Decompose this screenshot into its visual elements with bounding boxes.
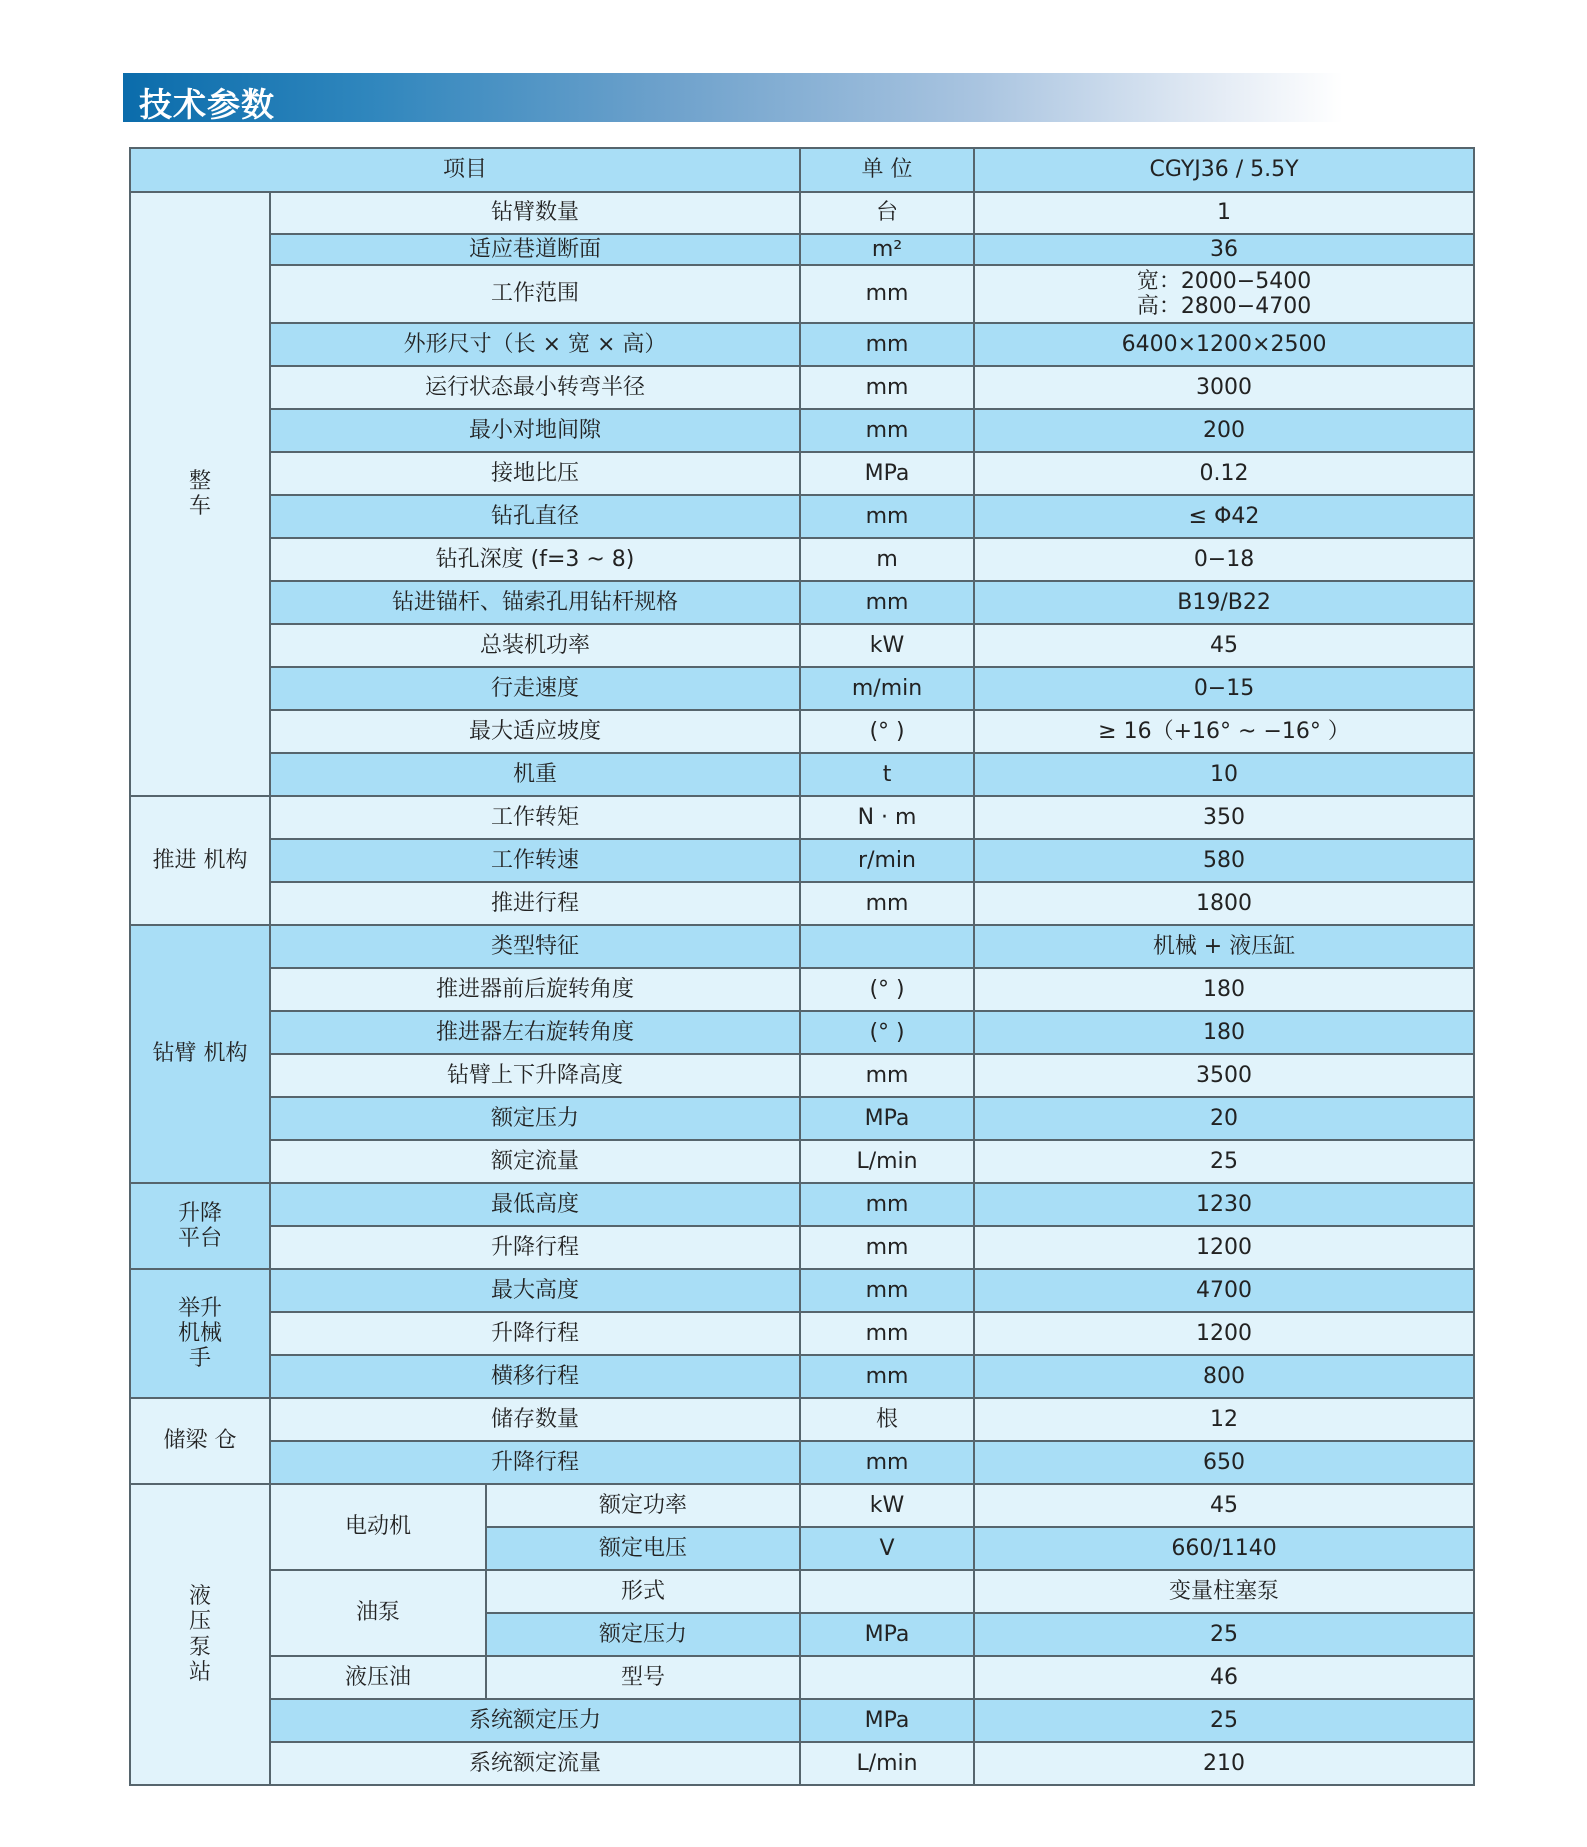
- value-cell: 1230: [974, 1183, 1474, 1226]
- item-cell: 接地比压: [270, 452, 800, 495]
- unit-cell: 根: [800, 1398, 974, 1441]
- group-label: 推进 机构: [130, 796, 270, 925]
- value-cell: 580: [974, 839, 1474, 882]
- item-cell: 适应巷道断面: [270, 234, 800, 265]
- value-cell: 0−18: [974, 538, 1474, 581]
- value-cell: 1: [974, 192, 1474, 234]
- unit-cell: mm: [800, 323, 974, 366]
- unit-cell: r/min: [800, 839, 974, 882]
- subgroup-label: 油泵: [270, 1570, 486, 1656]
- table-row: [130, 1183, 1474, 1226]
- table-row: [130, 1699, 1474, 1742]
- table-row: [130, 1656, 1474, 1699]
- value-cell: 46: [974, 1656, 1474, 1699]
- unit-cell: mm: [800, 1226, 974, 1269]
- unit-cell: kW: [800, 1484, 974, 1527]
- unit-cell: m/min: [800, 667, 974, 710]
- subgroup-label: 液压油: [270, 1656, 486, 1699]
- unit-cell: mm: [800, 1441, 974, 1484]
- table-row: [130, 710, 1474, 753]
- unit-cell: V: [800, 1527, 974, 1570]
- value-cell: 变量柱塞泵: [974, 1570, 1474, 1613]
- table-row: [130, 366, 1474, 409]
- spec-table: [129, 147, 1475, 1786]
- group-label: 升降 平台: [130, 1183, 270, 1269]
- unit-cell: [800, 925, 974, 968]
- unit-cell: MPa: [800, 452, 974, 495]
- table-row: [130, 753, 1474, 796]
- unit-cell: kW: [800, 624, 974, 667]
- value-cell: 180: [974, 1011, 1474, 1054]
- value-cell: 1200: [974, 1312, 1474, 1355]
- unit-cell: mm: [800, 882, 974, 925]
- value-cell: 25: [974, 1613, 1474, 1656]
- item-cell: 工作转速: [270, 839, 800, 882]
- table-row: [130, 1054, 1474, 1097]
- value-cell: 25: [974, 1699, 1474, 1742]
- value-cell: 6400×1200×2500: [974, 323, 1474, 366]
- item-cell: 钻孔直径: [270, 495, 800, 538]
- item-cell: 类型特征: [270, 925, 800, 968]
- value-cell: 660/1140: [974, 1527, 1474, 1570]
- item-cell: 最大高度: [270, 1269, 800, 1312]
- unit-cell: mm: [800, 265, 974, 323]
- table-row: [130, 538, 1474, 581]
- table-row: [130, 1011, 1474, 1054]
- table-row: [130, 1312, 1474, 1355]
- unit-cell: mm: [800, 366, 974, 409]
- item-cell: 总装机功率: [270, 624, 800, 667]
- table-row: [130, 1398, 1474, 1441]
- unit-cell: mm: [800, 409, 974, 452]
- unit-cell: 台: [800, 192, 974, 234]
- value-cell: 10: [974, 753, 1474, 796]
- table-row: [130, 581, 1474, 624]
- item-cell: 钻臂数量: [270, 192, 800, 234]
- item-cell: 最小对地间隙: [270, 409, 800, 452]
- section-title-bar: [123, 73, 1343, 122]
- item-cell: 储存数量: [270, 1398, 800, 1441]
- item-cell: 运行状态最小转弯半径: [270, 366, 800, 409]
- item-cell: 系统额定流量: [270, 1742, 800, 1785]
- unit-cell: mm: [800, 495, 974, 538]
- table-row: [130, 1226, 1474, 1269]
- table-row: [130, 1140, 1474, 1183]
- item-cell: 型号: [486, 1656, 800, 1699]
- value-cell: 45: [974, 1484, 1474, 1527]
- value-cell: B19/B22: [974, 581, 1474, 624]
- unit-cell: L/min: [800, 1140, 974, 1183]
- unit-cell: mm: [800, 581, 974, 624]
- item-cell: 额定压力: [486, 1613, 800, 1656]
- item-cell: 工作范围: [270, 265, 800, 323]
- item-cell: 推进行程: [270, 882, 800, 925]
- unit-cell: m²: [800, 234, 974, 265]
- table-row: [130, 1441, 1474, 1484]
- value-cell: 0−15: [974, 667, 1474, 710]
- value-cell: 800: [974, 1355, 1474, 1398]
- table-row: [130, 667, 1474, 710]
- unit-cell: mm: [800, 1183, 974, 1226]
- value-cell: 350: [974, 796, 1474, 839]
- table-row: [130, 1355, 1474, 1398]
- table-row: [130, 624, 1474, 667]
- item-cell: 工作转矩: [270, 796, 800, 839]
- value-cell: 3500: [974, 1054, 1474, 1097]
- table-row: [130, 409, 1474, 452]
- group-label: 举升 机械 手: [130, 1269, 270, 1398]
- table-row: [130, 1097, 1474, 1140]
- unit-cell: mm: [800, 1054, 974, 1097]
- item-cell: 升降行程: [270, 1226, 800, 1269]
- value-cell: 1200: [974, 1226, 1474, 1269]
- table-row: [130, 1570, 1474, 1613]
- item-cell: 推进器前后旋转角度: [270, 968, 800, 1011]
- unit-cell: [800, 1656, 974, 1699]
- table-row: [130, 1269, 1474, 1312]
- item-cell: 钻进锚杆、锚索孔用钻杆规格: [270, 581, 800, 624]
- value-cell: 机械 + 液压缸: [974, 925, 1474, 968]
- item-cell: 横移行程: [270, 1355, 800, 1398]
- table-row: [130, 925, 1474, 968]
- table-row: [130, 265, 1474, 323]
- value-cell: 宽：2000−5400 高：2800−4700: [974, 265, 1474, 323]
- table-row: [130, 192, 1474, 234]
- item-cell: 机重: [270, 753, 800, 796]
- group-label: 储梁 仓: [130, 1398, 270, 1484]
- item-cell: 钻孔深度 (f=3 ~ 8): [270, 538, 800, 581]
- item-cell: 外形尺寸（长 × 宽 × 高）: [270, 323, 800, 366]
- value-cell: 3000: [974, 366, 1474, 409]
- value-cell: 25: [974, 1140, 1474, 1183]
- value-cell: 210: [974, 1742, 1474, 1785]
- value-cell: 0.12: [974, 452, 1474, 495]
- value-cell: 1800: [974, 882, 1474, 925]
- item-cell: 升降行程: [270, 1312, 800, 1355]
- table-header-row: [130, 148, 1474, 192]
- value-cell: 200: [974, 409, 1474, 452]
- header-item: 项目: [130, 148, 800, 192]
- table-row: [130, 452, 1474, 495]
- unit-cell: mm: [800, 1312, 974, 1355]
- value-cell: 12: [974, 1398, 1474, 1441]
- unit-cell: N · m: [800, 796, 974, 839]
- table-row: [130, 796, 1474, 839]
- unit-cell: (° ): [800, 968, 974, 1011]
- item-cell: 额定压力: [270, 1097, 800, 1140]
- value-cell: 4700: [974, 1269, 1474, 1312]
- item-cell: 升降行程: [270, 1441, 800, 1484]
- item-cell: 额定功率: [486, 1484, 800, 1527]
- item-cell: 行走速度: [270, 667, 800, 710]
- value-cell: 180: [974, 968, 1474, 1011]
- table-row: [130, 968, 1474, 1011]
- value-cell: ≤ Φ42: [974, 495, 1474, 538]
- value-cell: ≥ 16（+16° ~ −16° ）: [974, 710, 1474, 753]
- group-label: 钻臂 机构: [130, 925, 270, 1183]
- header-unit: 单 位: [800, 148, 974, 192]
- value-cell: 36: [974, 234, 1474, 265]
- unit-cell: L/min: [800, 1742, 974, 1785]
- table-row: [130, 495, 1474, 538]
- value-cell: 45: [974, 624, 1474, 667]
- unit-cell: (° ): [800, 1011, 974, 1054]
- header-model: CGYJ36 / 5.5Y: [974, 148, 1474, 192]
- group-label: 整 车: [130, 192, 270, 796]
- subgroup-label: 电动机: [270, 1484, 486, 1570]
- item-cell: 最低高度: [270, 1183, 800, 1226]
- unit-cell: MPa: [800, 1699, 974, 1742]
- value-cell: 650: [974, 1441, 1474, 1484]
- unit-cell: t: [800, 753, 974, 796]
- table-row: [130, 882, 1474, 925]
- group-label: 液 压 泵 站: [130, 1484, 270, 1785]
- item-cell: 钻臂上下升降高度: [270, 1054, 800, 1097]
- table-row: [130, 1484, 1474, 1527]
- table-row: [130, 234, 1474, 265]
- item-cell: 系统额定压力: [270, 1699, 800, 1742]
- item-cell: 额定流量: [270, 1140, 800, 1183]
- table-row: [130, 839, 1474, 882]
- unit-cell: mm: [800, 1355, 974, 1398]
- value-cell: 20: [974, 1097, 1474, 1140]
- item-cell: 最大适应坡度: [270, 710, 800, 753]
- unit-cell: m: [800, 538, 974, 581]
- table-row: [130, 323, 1474, 366]
- item-cell: 形式: [486, 1570, 800, 1613]
- unit-cell: [800, 1570, 974, 1613]
- unit-cell: MPa: [800, 1613, 974, 1656]
- unit-cell: MPa: [800, 1097, 974, 1140]
- item-cell: 额定电压: [486, 1527, 800, 1570]
- item-cell: 推进器左右旋转角度: [270, 1011, 800, 1054]
- section-title: 技术参数: [139, 85, 275, 124]
- unit-cell: mm: [800, 1269, 974, 1312]
- table-row: [130, 1742, 1474, 1785]
- unit-cell: (° ): [800, 710, 974, 753]
